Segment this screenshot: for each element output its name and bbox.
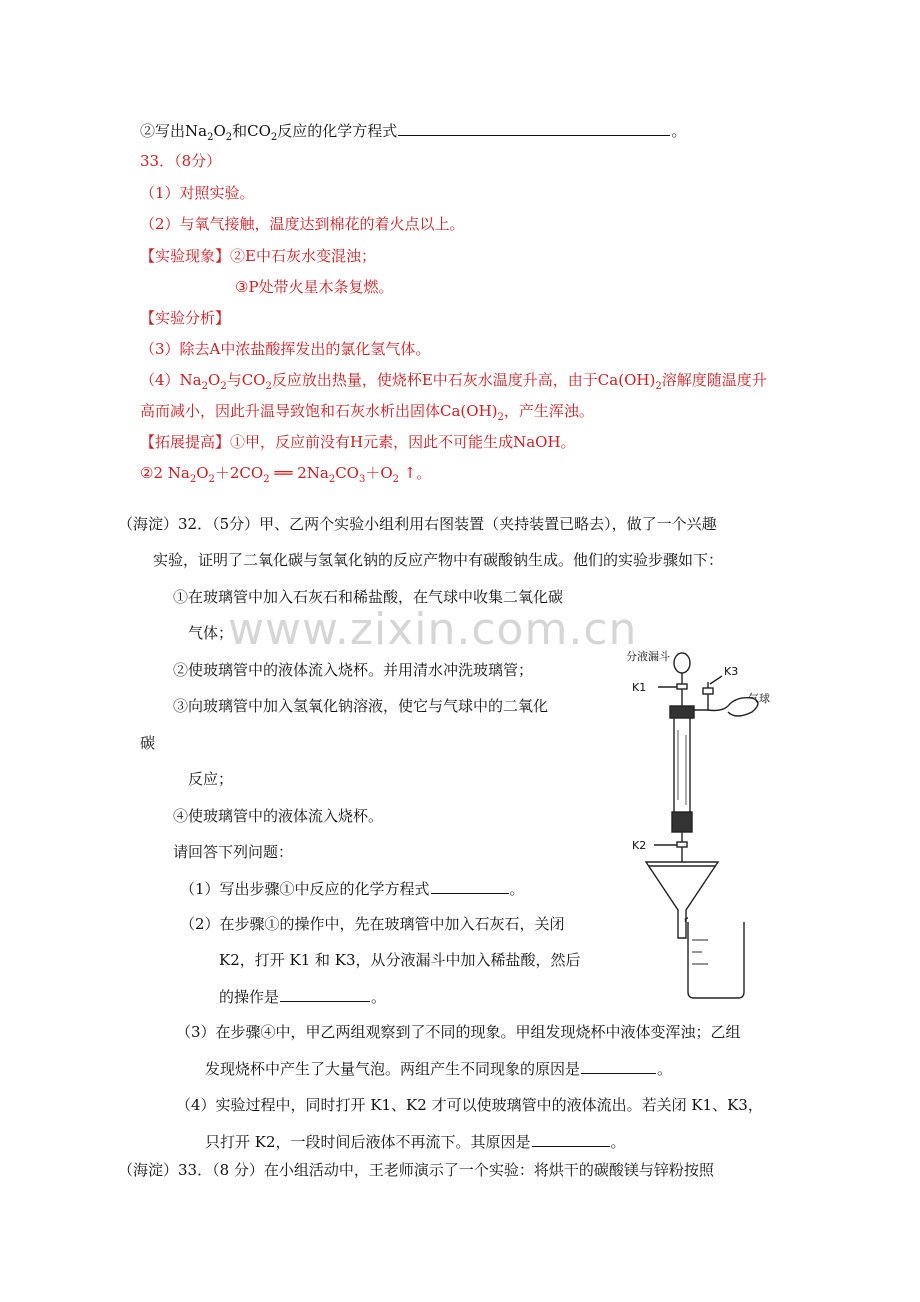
step-2: ②使玻璃管中的液体流入烧杯。并用清水冲洗玻璃管；: [173, 661, 534, 679]
answer-blank[interactable]: [532, 1131, 610, 1147]
step-1b: 气体；: [188, 624, 234, 642]
answer-blank[interactable]: [431, 878, 509, 894]
text: ＋2CO: [214, 464, 264, 482]
subscript: 2: [497, 412, 504, 423]
phenomenon-line-1: [140, 246, 376, 266]
text: 高而减小，因此升温导致饱和石灰水析出固体Ca(OH): [140, 402, 498, 420]
text: ②E中石灰水变混浊；: [230, 247, 376, 265]
text: O: [208, 371, 221, 389]
equation-line: [140, 463, 431, 483]
analysis-tag: 【实验分析】: [140, 309, 231, 327]
text: 。: [657, 1060, 673, 1078]
subscript: 2: [392, 474, 400, 485]
text: O: [213, 122, 226, 140]
text: ②2 Na: [140, 464, 190, 482]
rubber-stopper: [670, 706, 694, 718]
answer-3: （3）除去A中浓盐酸挥发出的氯化氢气体。: [140, 340, 431, 358]
part-2c: [219, 986, 386, 1007]
text: 只打开 K2，一段时间后液体不再流下。其原因是: [205, 1133, 531, 1151]
subscript: 2: [201, 381, 208, 392]
answer-blank[interactable]: [398, 120, 670, 136]
subscript: 2: [189, 474, 197, 485]
step-1a: ①在玻璃管中加入石灰石和稀盐酸，在气球中收集二氧化碳: [173, 588, 564, 606]
subscript: 2: [207, 132, 214, 143]
apparatus-diagram: [626, 640, 796, 1010]
text: （1）写出步骤①中反应的化学方程式: [180, 880, 430, 898]
text: ＋O: [365, 464, 393, 482]
subscript: 2: [655, 381, 662, 392]
subscript: 2: [270, 132, 278, 143]
answer-4-line-2: [140, 401, 594, 421]
k3-stopcock: [703, 688, 713, 694]
text: CO: [335, 464, 359, 482]
balloon-label: 气球: [748, 692, 770, 705]
text: ①甲，反应前没有H元素，因此不可能生成NaOH。: [230, 433, 576, 451]
part-2a: （2）在步骤①的操作中，先在玻璃管中加入石灰石，关闭: [180, 915, 565, 933]
k1-stopcock: [677, 684, 687, 689]
answer-blank[interactable]: [581, 1058, 656, 1074]
q32-intro-1: （海淀）32．（5分）甲、乙两个实验小组利用右图装置（夹持装置已略去），做了一个兴趣: [118, 515, 717, 533]
subscript: 2: [265, 381, 272, 392]
k1-label: K1: [632, 681, 647, 694]
phenomenon-line-2: ③P处带火星木条复燃。: [235, 278, 394, 296]
subscript: 2: [225, 132, 233, 143]
part-2b: K2，打开 K1 和 K3，从分液漏斗中加入稀盐酸，然后: [219, 951, 581, 969]
text: O: [196, 464, 209, 482]
part-1: [180, 878, 525, 899]
answer-1: （1）对照实验。: [140, 184, 255, 202]
text: 的操作是: [219, 988, 280, 1006]
text: （4）Na: [140, 371, 202, 389]
section-tag: 【拓展提高】: [140, 433, 231, 451]
text: 反应的化学方程式: [277, 122, 398, 140]
q32-intro-2: 实验，证明了二氧化碳与氢氧化钠的反应产物中有碳酸钠生成。他们的实验步骤如下：: [153, 551, 724, 569]
k3-label: K3: [724, 665, 739, 678]
filter-funnel: [646, 862, 718, 938]
text: 溶解度随温度升: [661, 371, 767, 389]
text: ，产生浑浊。: [503, 402, 594, 420]
text: 。: [509, 880, 525, 898]
beaker: [688, 922, 744, 998]
subscript: 2: [220, 381, 227, 392]
bottom-stopper: [672, 812, 692, 832]
step-3a: ③向玻璃管中加入氢氧化钠溶液，使它与气球中的二氧化: [173, 697, 549, 715]
subscript: 2: [208, 474, 215, 485]
section-tag: 【实验现象】: [140, 247, 231, 265]
step-4: ④使玻璃管中的液体流入烧杯。: [173, 807, 384, 825]
extension-line-1: [140, 432, 576, 452]
prev-question-line: [140, 120, 686, 141]
step-3b: 碳: [140, 734, 156, 752]
subscript: 2: [328, 474, 336, 485]
text: 。: [610, 1133, 626, 1151]
text: 反应放出热量，使烧杯E中石灰水温度升高，由于Ca(OH): [271, 371, 656, 389]
text: ↑。: [399, 464, 432, 482]
answer-2: （2）与氧气接触，温度达到棉花的着火点以上。: [140, 215, 465, 233]
step-3c: 反应；: [188, 770, 234, 788]
k2-label: K2: [632, 839, 647, 852]
subscript: 2: [263, 474, 270, 485]
part-4a: （4）实验过程中，同时打开 K1、K2 才可以使玻璃管中的液体流出。若关闭 K1、K3，: [176, 1096, 763, 1114]
k2-stopcock: [677, 842, 687, 847]
funnel-label: 分液漏斗: [626, 650, 670, 663]
part-3b: [205, 1058, 672, 1079]
ask-line: 请回答下列问题：: [173, 843, 294, 861]
answer-4-line-1: [140, 370, 767, 390]
text: 和CO: [232, 122, 271, 140]
watermark: www.zixin.com.cn: [228, 604, 638, 655]
text: ②写出Na: [140, 122, 208, 140]
text: 与CO: [226, 371, 266, 389]
part-3a: （3）在步骤④中，甲乙两组观察到了不同的现象。甲组发现烧杯中液体变浑浊；乙组: [176, 1023, 741, 1041]
answer-blank[interactable]: [280, 986, 370, 1002]
q33-next: （海淀）33．（8 分）在小组活动中，王老师演示了一个实验：将烘干的碳酸镁与锌粉按照: [118, 1161, 714, 1179]
text: 。: [671, 122, 687, 140]
part-4b: [205, 1131, 626, 1152]
text: 发现烧杯中产生了大量气泡。两组产生不同现象的原因是: [205, 1060, 581, 1078]
subscript: 3: [358, 474, 366, 485]
text: ══ 2Na: [269, 464, 329, 482]
q33-header: 33．（8分）: [140, 152, 222, 170]
separatory-funnel-bulb: [674, 653, 690, 673]
text: 。: [371, 988, 387, 1006]
